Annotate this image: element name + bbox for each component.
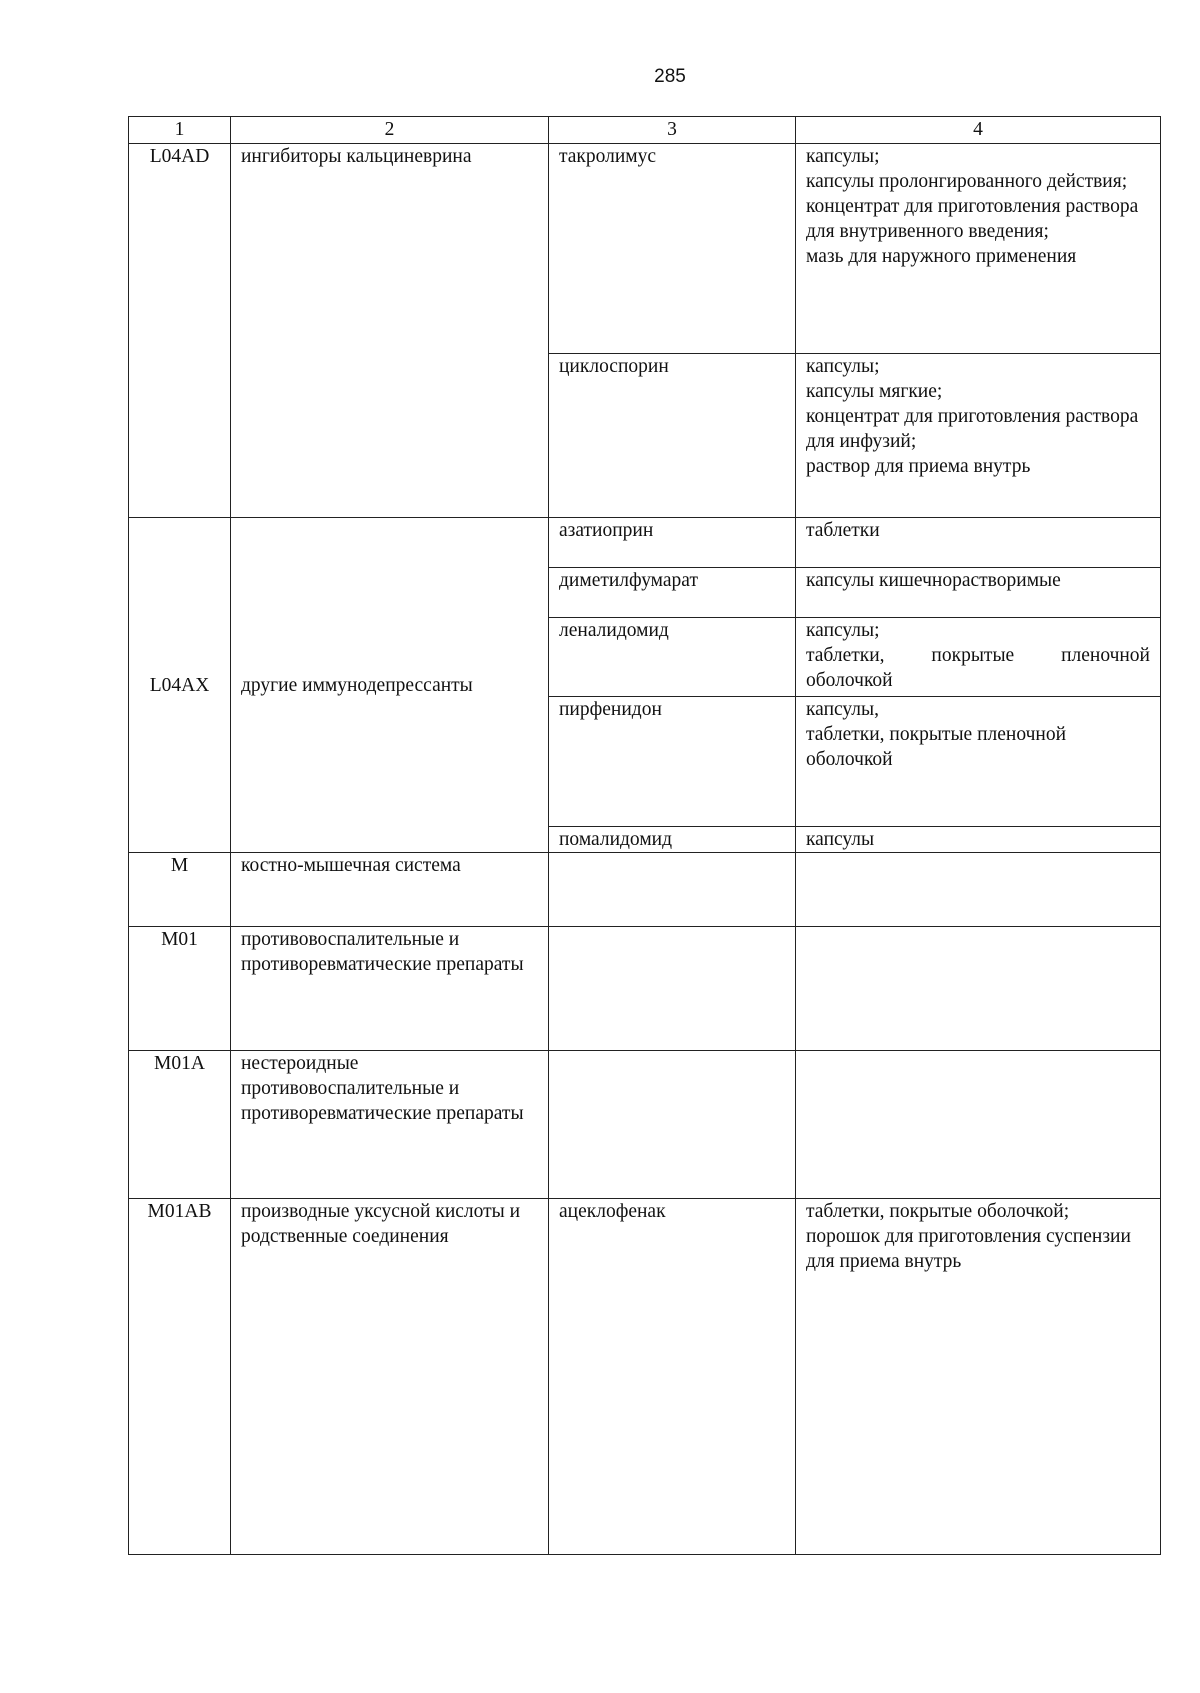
dosage-form: концентрат для приготовления раствора для внутривенного введения; xyxy=(806,196,1139,242)
drug-name-cell: леналидомид xyxy=(549,618,796,697)
drug-name-cell: ацеклофенак xyxy=(549,1199,796,1555)
table-row xyxy=(129,144,1161,354)
dosage-forms-cell xyxy=(796,927,1161,1051)
dosage-forms-cell xyxy=(796,853,1161,927)
drug-name-cell xyxy=(549,1051,796,1199)
drug-name-cell: циклоспорин xyxy=(549,354,796,518)
group-name-cell: производные уксусной кислоты и родственные соединения xyxy=(231,1199,549,1555)
atc-code-cell: М01А xyxy=(129,1051,231,1199)
dosage-form: таблетки, покрытые пленочной оболочкой xyxy=(806,645,1150,691)
group-name-cell: нестероидные противовоспалительные и противоревматические препараты xyxy=(231,1051,549,1199)
dosage-form: капсулы пролонгированного действия; xyxy=(806,171,1128,192)
drug-name-cell: помалидомид xyxy=(549,827,796,853)
atc-code-cell: М xyxy=(129,853,231,927)
column-header-4: 4 xyxy=(796,117,1161,144)
dosage-forms-cell xyxy=(796,697,1161,827)
table-row xyxy=(129,1051,1161,1199)
table-row xyxy=(129,1199,1161,1555)
dosage-form: капсулы мягкие; xyxy=(806,381,943,402)
column-header-1: 1 xyxy=(129,117,231,144)
dosage-form: концентрат для приготовления раствора для инфузий; xyxy=(806,406,1139,452)
drug-name-cell xyxy=(549,927,796,1051)
dosage-form: капсулы, xyxy=(806,699,880,720)
atc-code-cell: L04AD xyxy=(129,144,231,518)
dosage-forms-cell xyxy=(796,354,1161,518)
table-header-row xyxy=(129,117,1161,144)
atc-code-cell: М01 xyxy=(129,927,231,1051)
group-name-cell: ингибиторы кальциневрина xyxy=(231,144,549,518)
dosage-form: раствор для приема внутрь xyxy=(806,456,1031,477)
dosage-form: таблетки, покрытые оболочкой; xyxy=(806,1201,1070,1222)
dosage-forms-cell xyxy=(796,1051,1161,1199)
page-number: 285 xyxy=(654,66,686,87)
drug-name-cell xyxy=(549,853,796,927)
dosage-form: капсулы; xyxy=(806,356,880,377)
drug-name-cell: азатиоприн xyxy=(549,518,796,568)
drug-name-cell: пирфенидон xyxy=(549,697,796,827)
table-row xyxy=(129,518,1161,568)
atc-code-cell: L04AX xyxy=(129,518,231,853)
dosage-forms-cell: таблетки xyxy=(796,518,1161,568)
dosage-forms-cell: капсулы кишечнорастворимые xyxy=(796,568,1161,618)
atc-code-cell: М01АВ xyxy=(129,1199,231,1555)
dosage-forms-cell xyxy=(796,144,1161,354)
drug-table xyxy=(128,116,1161,1555)
drug-name-cell: такролимус xyxy=(549,144,796,354)
drug-name-cell: диметилфумарат xyxy=(549,568,796,618)
dosage-forms-cell: капсулы xyxy=(796,827,1161,853)
dosage-forms-cell xyxy=(796,1199,1161,1555)
table-row xyxy=(129,853,1161,927)
dosage-form: капсулы; xyxy=(806,620,880,641)
dosage-form: порошок для приготовления суспензии для приема внутрь xyxy=(806,1226,1131,1272)
dosage-form: мазь для наружного применения xyxy=(806,246,1077,267)
group-name-cell: другие иммунодепрессанты xyxy=(231,518,549,853)
group-name-cell: костно-мышечная система xyxy=(231,853,549,927)
dosage-form: капсулы; xyxy=(806,146,880,167)
dosage-form: таблетки, покрытые пленочной оболочкой xyxy=(806,724,1067,770)
group-name-cell: противовоспалительные и противоревматические препараты xyxy=(231,927,549,1051)
column-header-2: 2 xyxy=(231,117,549,144)
column-header-3: 3 xyxy=(549,117,796,144)
dosage-forms-cell xyxy=(796,618,1161,697)
table-row xyxy=(129,927,1161,1051)
